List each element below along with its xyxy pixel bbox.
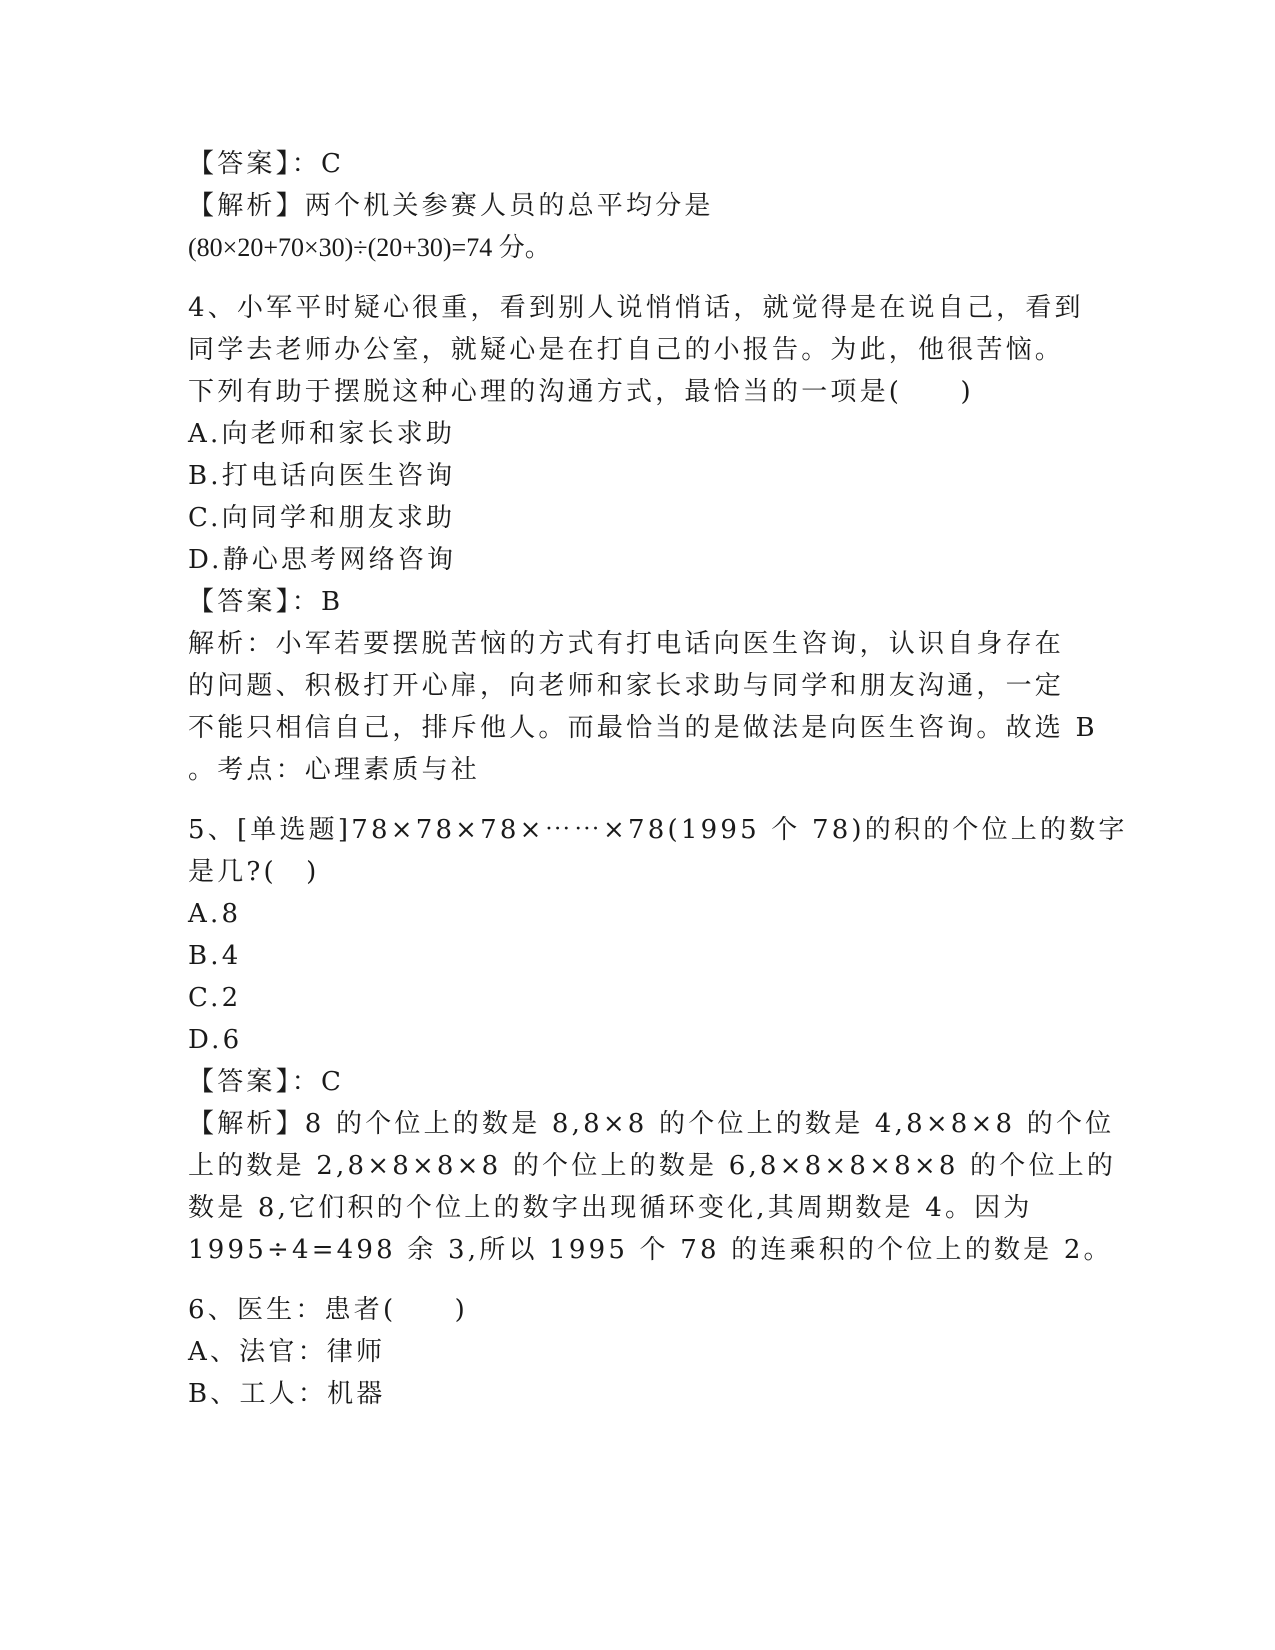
q4-option-b: B.打电话向医生咨询 [188,461,456,491]
q3-answer: 【答案】：C [188,149,345,179]
q5-explanation-line: 1995÷4=498 余 3,所以 1995 个 78 的连乘积的个位上的数是 2。 [188,1235,1113,1265]
q4-answer: 【答案】：B [188,587,344,617]
question-4 [188,287,1098,791]
q3-explanation-line: 【解析】两个机关参赛人员的总平均分是 [188,191,714,221]
q5-option-d: D.6 [188,1025,243,1055]
q5-explanation-line: 数是 8,它们积的个位上的数字出现循环变化,其周期数是 4。因为 [188,1193,1033,1223]
q6-option-b: B、工人：机器 [188,1379,386,1409]
q4-explanation-line: 不能只相信自己，排斥他人。而最恰当的是做法是向医生咨询。故选 B [188,713,1098,743]
q3-explanation-line: (80×20+70×30)÷(20+30)=74 分。 [188,233,551,262]
q4-explanation-line: 。考点：心理素质与社 [188,755,481,785]
q4-explanation-line: 解析：小军若要摆脱苦恼的方式有打电话向医生咨询，认识自身存在 [188,629,1065,659]
q5-explanation-line: 【解析】8 的个位上的数是 8,8×8 的个位上的数是 4,8×8×8 的个位 [188,1109,1115,1139]
q4-stem-line: 下列有助于摆脱这种心理的沟通方式，最恰当的一项是( ) [188,377,974,407]
q5-stem-line: 是几?( ) [188,857,320,887]
q5-stem-line: 5、[单选题]78×78×78×⋯⋯×78(1995 个 78)的积的个位上的数字 [188,815,1128,845]
question-5 [188,809,1128,1271]
q5-option-c: C.2 [188,983,242,1013]
question-6 [188,1289,1088,1415]
question-3-tail [188,143,1088,269]
page-content [188,143,1128,1433]
q6-stem: 6、医生：患者( ) [188,1295,469,1325]
q5-answer: 【答案】：C [188,1067,345,1097]
q4-stem-line: 4、小军平时疑心很重，看到别人说悄悄话，就觉得是在说自己，看到 [188,293,1084,323]
q5-explanation-line: 上的数是 2,8×8×8×8 的个位上的数是 6,8×8×8×8×8 的个位上的 [188,1151,1117,1181]
q4-stem-line: 同学去老师办公室，就疑心是在打自己的小报告。为此，他很苦恼。 [188,335,1065,365]
q6-option-a: A、法官：律师 [188,1337,386,1367]
q4-option-d: D.静心思考网络咨询 [188,545,457,575]
q5-option-b: B.4 [188,941,242,971]
q4-option-a: A.向老师和家长求助 [188,419,456,449]
q4-option-c: C.向同学和朋友求助 [188,503,456,533]
q4-explanation-line: 的问题、积极打开心扉，向老师和家长求助与同学和朋友沟通，一定 [188,671,1065,701]
q5-option-a: A.8 [188,899,242,929]
